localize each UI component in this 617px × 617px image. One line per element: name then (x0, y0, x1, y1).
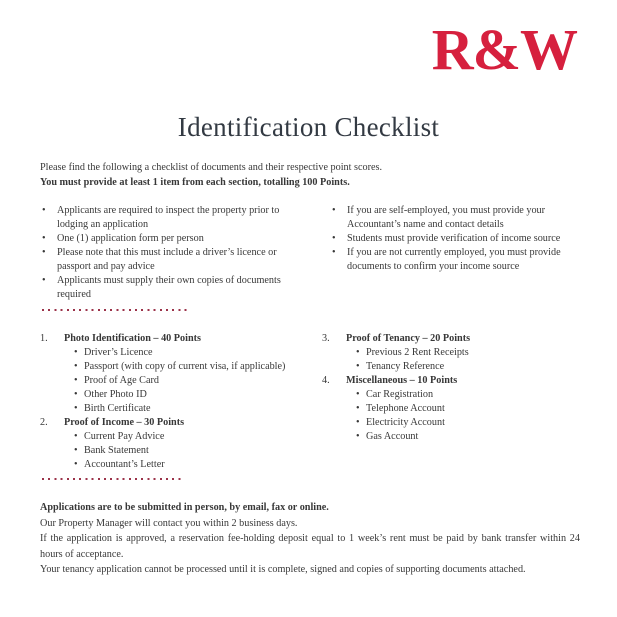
section-item: • Accountant’s Letter (74, 458, 322, 472)
section-heading: Proof of Income – 30 Points (64, 417, 185, 428)
applicant-notes (40, 204, 580, 302)
page-title: Identification Checklist (177, 112, 440, 142)
intro-paragraph (40, 160, 585, 190)
checklist-sections (40, 332, 580, 472)
section-item: • Telephone Account (356, 402, 580, 416)
section-number: 4. (322, 375, 330, 386)
section-item: • Proof of Age Card (74, 374, 322, 388)
sections-left-column (40, 332, 322, 472)
section-items (74, 430, 322, 472)
section-items (356, 388, 580, 444)
section-items (74, 346, 322, 416)
section-item: • Gas Account (356, 430, 580, 444)
rw-logo: R&W (431, 17, 577, 82)
section-heading: Miscellaneous – 10 Points (346, 375, 458, 386)
dotted-separator-bottom (42, 478, 184, 480)
footer-line-2: Our Property Manager will contact you within 2 business days. (40, 517, 298, 529)
section-item: • Previous 2 Rent Receipts (356, 346, 580, 360)
section-item: • Other Photo ID (74, 388, 322, 402)
notes-left-column (40, 204, 297, 302)
note-item: • If you are self-employed, you must provide your Accountant’s name and contact details (330, 204, 579, 232)
note-item: • Please note that this must include a driver’s licence or passport and pay advice (40, 246, 297, 274)
section-heading-row (40, 416, 322, 430)
section-miscellaneous (322, 374, 580, 444)
section-item: • Passport (with copy of current visa, if applicable) (74, 360, 322, 374)
section-item: • Current Pay Advice (74, 430, 322, 444)
footer-line-3: If the application is approved, a reservation fee-holding deposit equal to 1 week’s rent must be paid by bank transfer within 24 hours of acceptance. (40, 533, 580, 560)
section-number: 1. (40, 333, 48, 344)
section-item: • Driver’s Licence (74, 346, 322, 360)
section-items (356, 346, 580, 374)
section-photo-identification (40, 332, 322, 416)
intro-line-2: You must provide at least 1 item from each section, totalling 100 Points. (40, 177, 350, 188)
section-heading-row (322, 374, 580, 388)
section-item: • Bank Statement (74, 444, 322, 458)
section-item: • Car Registration (356, 388, 580, 402)
section-item: • Birth Certificate (74, 402, 322, 416)
note-item: • One (1) application form per person (40, 232, 297, 246)
section-heading-row (40, 332, 322, 346)
section-item: • Electricity Account (356, 416, 580, 430)
section-proof-of-income (40, 416, 322, 472)
section-heading-row (322, 332, 580, 346)
section-heading: Photo Identification – 40 Points (64, 333, 201, 344)
section-number: 2. (40, 417, 48, 428)
submission-instructions (40, 500, 580, 578)
section-number: 3. (322, 333, 330, 344)
note-item: • Applicants are required to inspect the property prior to lodging an application (40, 204, 297, 232)
note-item: • If you are not currently employed, you must provide documents to confirm your income source (330, 246, 579, 274)
section-item: • Tenancy Reference (356, 360, 580, 374)
footer-line-4: Your tenancy application cannot be processed until it is complete, signed and copies of supporting documents attached. (40, 564, 526, 575)
note-item: • Applicants must supply their own copies of documents required (40, 274, 297, 302)
footer-line-1: Applications are to be submitted in person, by email, fax or online. (40, 502, 329, 513)
intro-line-1: Please find the following a checklist of documents and their respective point scores. (40, 162, 383, 173)
sections-right-column (322, 332, 580, 472)
notes-right-column (330, 204, 579, 302)
section-proof-of-tenancy (322, 332, 580, 374)
section-heading: Proof of Tenancy – 20 Points (346, 333, 471, 344)
dotted-separator-top (42, 309, 188, 311)
note-item: • Students must provide verification of income source (330, 232, 579, 246)
